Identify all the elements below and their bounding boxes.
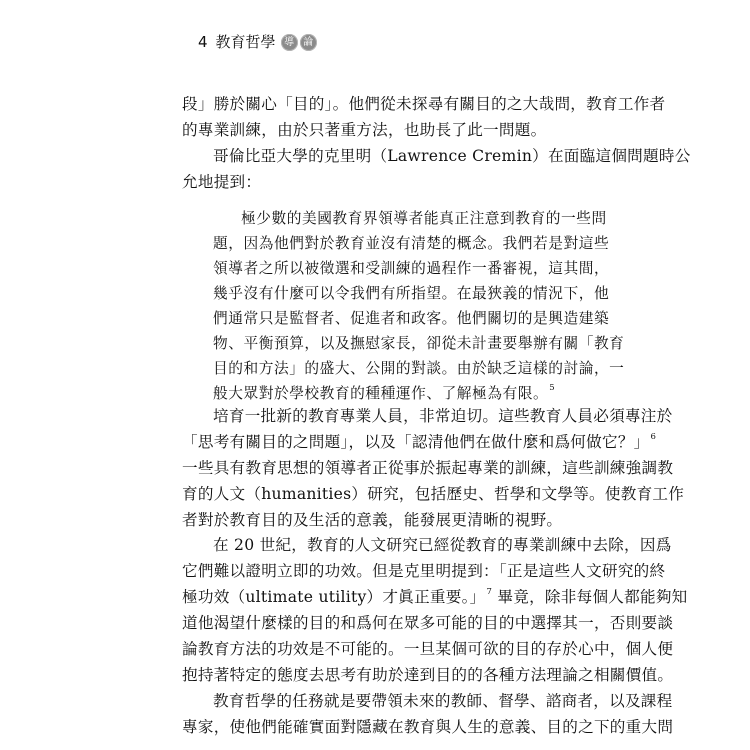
intro-text xyxy=(182,91,691,195)
text-line: 一些具有教育思想的領導者正從事於振起專業的訓練，這些訓練強調教 xyxy=(182,458,674,477)
chapter-badges xyxy=(281,34,317,51)
text-line xyxy=(182,584,688,610)
text-line: 道他渴望什麼樣的目的和爲何在眾多可能的目的中選擇其一，否則要談 xyxy=(182,614,674,633)
footnote-marker: 7 xyxy=(486,587,493,598)
text-line: 允地提到： xyxy=(182,173,262,191)
footnote-marker: 6 xyxy=(650,431,657,442)
quote-line: 極少數的美國教育界領導者能真正注意到教育的一些問 xyxy=(241,210,607,227)
line-text: 極功效（ultimate utility）才眞正重要。」 xyxy=(182,588,486,607)
text-line: 者對於教育目的及生活的意義，能發展更清晰的視野。 xyxy=(182,510,563,529)
text-line: 抱持著特定的態度去思考有助於達到目的的各種方法理論之相關價值。 xyxy=(182,665,674,684)
text-line: 哥倫比亞大學的克里明（Lawrence Cremin）在面臨這個問題時公 xyxy=(213,147,691,165)
chapter-badge-second: 論 xyxy=(300,34,317,51)
footnote-marker: 5 xyxy=(549,383,556,394)
running-header xyxy=(198,33,317,51)
text-line: 在 20 世紀，教育的人文研究已經從教育的專業訓練中去除，因爲 xyxy=(213,536,672,555)
quote-line: 們通常只是監督者、促進者和政客。他們關切的是興造建築 xyxy=(213,310,610,327)
quote-line: 目的和方法」的盛大、公開的對談。由於缺乏這樣的討論，一 xyxy=(213,360,625,377)
text-line xyxy=(182,429,657,455)
text-line: 的專業訓練，由於只著重方法，也助長了此一問題。 xyxy=(182,121,547,139)
quote-last-text: 般大眾對於學校教育的種種運作、了解極為有限。 xyxy=(213,385,549,402)
chapter-badge-first: 導 xyxy=(281,34,298,51)
text-line: 它們難以證明立即的功效。但是克里明提到：「正是這些人文研究的終 xyxy=(182,562,666,581)
book-title: 教育哲學 xyxy=(215,33,276,51)
text-line: 論教育方法的功效是不可能的。一旦某個可欲的目的存於心中，個人便 xyxy=(182,640,674,659)
main-text xyxy=(182,403,688,740)
text-line: 培育一批新的教育專業人員，非常迫切。這些教育人員必須專注於 xyxy=(213,407,673,425)
block-quote xyxy=(213,206,625,406)
quote-line: 幾乎沒有什麼可以令我們有所指望。在最狹義的情況下，他 xyxy=(213,285,610,302)
quote-line: 領導者之所以被徵選和受訓練的過程作一番審視，這其間， xyxy=(213,260,610,277)
text-line: 專家，使他們能確實面對隱藏在教育與人生的意義、目的之下的重大問 xyxy=(182,717,674,736)
line-text: 「思考有關目的之問題」，以及「認清他們在做什麼和爲何做它？」 xyxy=(182,432,650,451)
quote-line: 題，因為他們對於教育並沒有清楚的概念。我們若是對這些 xyxy=(213,235,610,252)
quote-line: 物、平衡預算，以及撫慰家長，卻從未計畫要舉辦有關「教育 xyxy=(213,335,625,352)
text-line: 教育哲學的任務就是要帶領未來的教師、督學、諮商者，以及課程 xyxy=(213,691,673,710)
text-line: 段」勝於關心「目的」。他們從未探尋有關目的之大哉問，教育工作者 xyxy=(182,95,666,113)
text-line: 育的人文（humanities）研究，包括歷史、哲學和文學等。使教育工作 xyxy=(182,484,685,503)
line-text: 畢竟，除非每個人都能夠知 xyxy=(497,588,688,607)
page-number: 4 xyxy=(198,33,208,51)
